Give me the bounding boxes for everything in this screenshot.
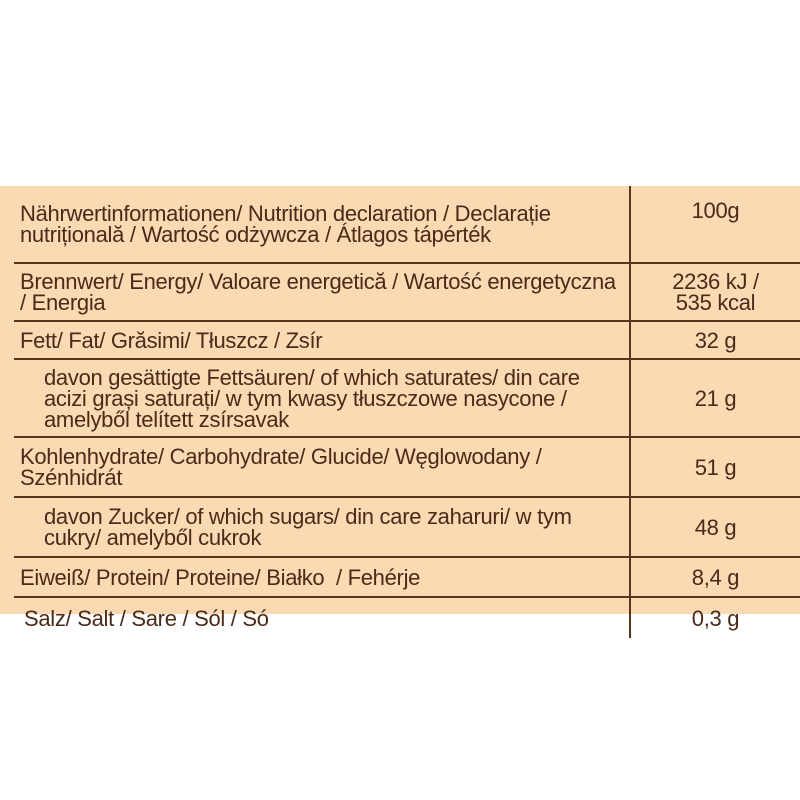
table-row-carbohydrate: [14, 437, 800, 497]
saturates-value: 21 g: [630, 359, 800, 437]
table-row-sugars: [14, 497, 800, 557]
protein-label: Eiweiß/ Protein/ Proteine/ Białko / Fehérje: [14, 557, 630, 597]
salt-label: Salz/ Salt / Sare / Sól / Só: [14, 597, 630, 638]
header-value: 100g: [630, 186, 800, 263]
energy-kcal-value: 535 kcal: [675, 290, 756, 315]
table-row-fat: [14, 321, 800, 359]
table-row-energy: [14, 263, 800, 321]
energy-value: [630, 263, 800, 321]
nutrition-table: [14, 186, 800, 638]
table-row-salt: [14, 597, 800, 638]
header-label: Nährwertinformationen/ Nutrition declaration / Declarație nutrițională / Wartość odżywcza / Átlagos tápérték: [14, 186, 630, 263]
fat-value: 32 g: [630, 321, 800, 359]
carbohydrate-value: 51 g: [630, 437, 800, 497]
sugars-label: davon Zucker/ of which sugars/ din care zaharuri/ w tym cukry/ amelyből cukrok: [14, 497, 630, 557]
saturates-label: davon gesättigte Fettsäuren/ of which saturates/ din care acizi grași saturați/ w tym kwasy tłuszczowe nasycone / amelyből telített zsírsavak: [14, 359, 630, 437]
sugars-value: 48 g: [630, 497, 800, 557]
table-row-protein: [14, 557, 800, 597]
energy-kj-value: 2236 kJ /: [672, 269, 759, 294]
energy-label: Brennwert/ Energy/ Valoare energetică / Wartość energetyczna / Energia: [14, 263, 630, 321]
table-row-saturates: [14, 359, 800, 437]
carbohydrate-label: Kohlenhydrate/ Carbohydrate/ Glucide/ Węglowodany / Szénhidrát: [14, 437, 630, 497]
protein-value: 8,4 g: [630, 557, 800, 597]
fat-label: Fett/ Fat/ Grăsimi/ Tłuszcz / Zsír: [14, 321, 630, 359]
table-header-row: [14, 186, 800, 263]
salt-value: 0,3 g: [630, 597, 800, 638]
